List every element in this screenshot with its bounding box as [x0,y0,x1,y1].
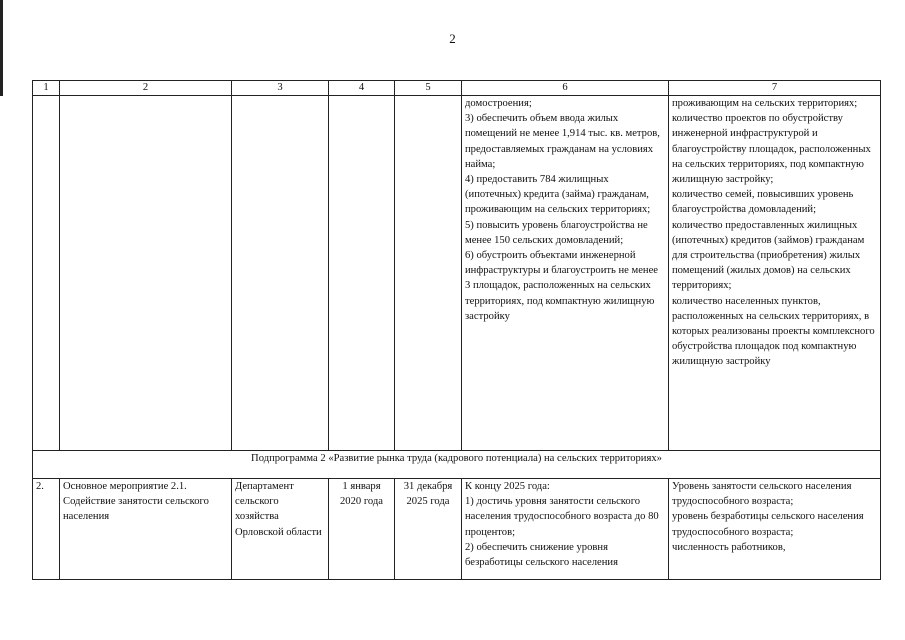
empty-cell [329,96,395,451]
header-row [33,81,881,96]
program-table [32,80,881,580]
empty-cell [33,96,60,451]
empty-cell [232,96,329,451]
end-date: 31 декабря 2025 года [395,479,462,580]
header-col-2: 2 [60,81,232,96]
empty-cell [60,96,232,451]
expected-results-cell: домостроения; 3) обеспечить объем ввода жилых помещений не менее 1,914 тыс. кв. метров, предоставляемых гражданам на условиях найма; 4) предоставить 784 жилищных (ипотечных) кредита (займа) гражданам, проживающим на сельских территориях; 5) повысить уровень благоустройства не менее 150 сельских домовладений; 6) обустроить объектами инженерной инфраструктуры и благоустроить не менее 3 площадок, расположенных на сельских территориях, под компактную жилищную застройку [462,96,669,451]
left-margin-bar [0,0,3,96]
start-date: 1 января 2020 года [329,479,395,580]
row-number: 2. [33,479,60,580]
expected-results-cell: К концу 2025 года: 1) достичь уровня занятости сельского населения трудоспособного возраста до 80 процентов; 2) обеспечить снижение уровня безработицы сельского населения [462,479,669,580]
indicators-cell: проживающим на сельских территориях; количество проектов по обустройству инженерной инфраструктурой и благоустройству площадок, расположенных на сельских территориях, под компактную жилищную застройку; количество семей, повысивших уровень благоустройства домовладений; количество предоставленных жилищных (ипотечных) кредитов (займов) гражданам для строительства (приобретения) жилых помещений (жилых домов) на сельских территориях; количество населенных пунктов, расположенных на сельских территориях, в которых реализованы проекты комплексного обустройства площадок под компактную жилищную застройку [669,96,881,451]
continuation-row [33,96,881,451]
indicators-cell: Уровень занятости сельского населения трудоспособного возраста; уровень безработицы сельского населения трудоспособного возраста; численность работников, [669,479,881,580]
empty-cell [395,96,462,451]
header-col-4: 4 [329,81,395,96]
header-col-6: 6 [462,81,669,96]
subprogram-row [33,451,881,479]
page-number: 2 [449,31,456,46]
measure-name: Основное мероприятие 2.1. Содействие занятости сельского населения [60,479,232,580]
header-col-1: 1 [33,81,60,96]
header-col-3: 3 [232,81,329,96]
executor: Департамент сельского хозяйства Орловской области [232,479,329,580]
measure-row [33,479,881,580]
subprogram-title: Подпрограмма 2 «Развитие рынка труда (кадрового потенциала) на сельских территориях» [33,451,881,479]
header-col-5: 5 [395,81,462,96]
header-col-7: 7 [669,81,881,96]
